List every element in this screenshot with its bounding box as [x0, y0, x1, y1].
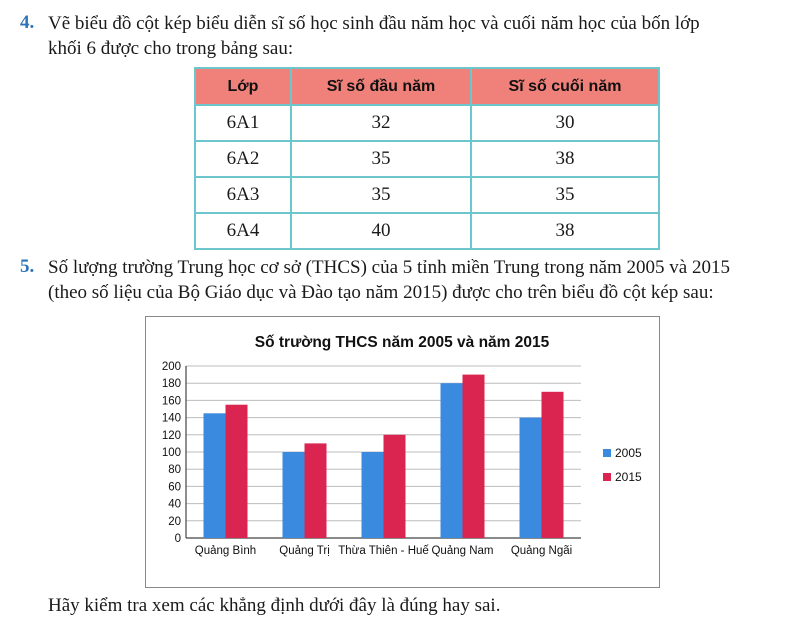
problem-4-line-1: Vẽ biểu đồ cột kép biểu diễn sĩ số học sinh đầu năm học và cuối năm học của bốn lớp — [48, 13, 700, 34]
table-cell: 30 — [471, 105, 659, 141]
instruction-text: Hãy kiểm tra xem các khẳng định dưới đây là đúng hay sai. — [48, 595, 501, 616]
legend-label: 2005 — [615, 446, 642, 460]
y-tick-label: 60 — [168, 481, 181, 494]
y-tick-label: 120 — [161, 429, 181, 442]
y-tick-label: 0 — [174, 533, 181, 545]
x-tick-label: Quảng Nam — [431, 545, 494, 557]
y-tick-label: 20 — [168, 515, 181, 528]
problem-4-line-2: khối 6 được cho trong bảng sau: — [48, 38, 294, 59]
table-cell: 35 — [291, 177, 471, 213]
problem-5-number: 5. — [20, 256, 35, 277]
bar-2015 — [226, 405, 248, 538]
x-tick-label: Quảng Trị — [279, 545, 330, 557]
chart-title: Số trường THCS năm 2005 và năm 2015 — [254, 334, 550, 351]
table-row — [195, 213, 659, 249]
table-cell: 6A2 — [195, 141, 291, 177]
table-row — [195, 177, 659, 213]
y-tick-label: 100 — [161, 447, 181, 459]
problem-5-line-1: Số lượng trường Trung học cơ sở (THCS) của 5 tỉnh miền Trung trong năm 2005 và 2015 — [48, 257, 730, 278]
legend-swatch — [603, 473, 611, 481]
bar-2005 — [520, 418, 542, 538]
table-cell: 35 — [291, 141, 471, 177]
y-tick-label: 160 — [161, 395, 181, 408]
bar-2005 — [283, 452, 305, 538]
table-header-row — [195, 68, 659, 105]
bar-2005 — [204, 413, 226, 538]
problem-5-line-2: (theo số liệu của Bộ Giáo dục và Đào tạo năm 2015) được cho trên biểu đồ cột kép sau: — [48, 282, 714, 303]
y-tick-label: 180 — [161, 378, 181, 391]
bar-2005 — [362, 452, 384, 538]
bar-2015 — [463, 375, 485, 538]
bar-2015 — [384, 435, 406, 538]
y-tick-label: 40 — [168, 498, 181, 511]
legend-swatch — [603, 449, 611, 457]
problem-4-number: 4. — [20, 12, 35, 33]
table-cell: 40 — [291, 213, 471, 249]
y-tick-label: 80 — [168, 464, 181, 477]
x-tick-label: Quảng Ngãi — [510, 545, 573, 557]
bar-2005 — [441, 383, 463, 538]
bar-chart-svg — [146, 317, 659, 587]
table-cell: 35 — [471, 177, 659, 213]
bar-2015 — [305, 443, 327, 538]
bar-chart — [145, 316, 660, 588]
x-tick-label: Thừa Thiên - Huế — [338, 545, 429, 557]
table-cell: 6A4 — [195, 213, 291, 249]
y-tick-label: 140 — [161, 412, 181, 425]
table-row — [195, 105, 659, 141]
x-tick-label: Quảng Bình — [194, 545, 257, 557]
table-cell: 38 — [471, 141, 659, 177]
table-cell: 6A3 — [195, 177, 291, 213]
table-row — [195, 141, 659, 177]
y-tick-label: 200 — [161, 361, 181, 373]
bar-2015 — [542, 392, 564, 538]
table-cell: 32 — [291, 105, 471, 141]
table-header-cell: Sĩ số đầu năm — [291, 68, 471, 105]
table-header-cell: Lớp — [195, 68, 291, 105]
class-size-table — [194, 67, 660, 250]
table-header-cell: Sĩ số cuối năm — [471, 68, 659, 105]
legend-label: 2015 — [615, 470, 642, 484]
table-cell: 6A1 — [195, 105, 291, 141]
table-cell: 38 — [471, 213, 659, 249]
